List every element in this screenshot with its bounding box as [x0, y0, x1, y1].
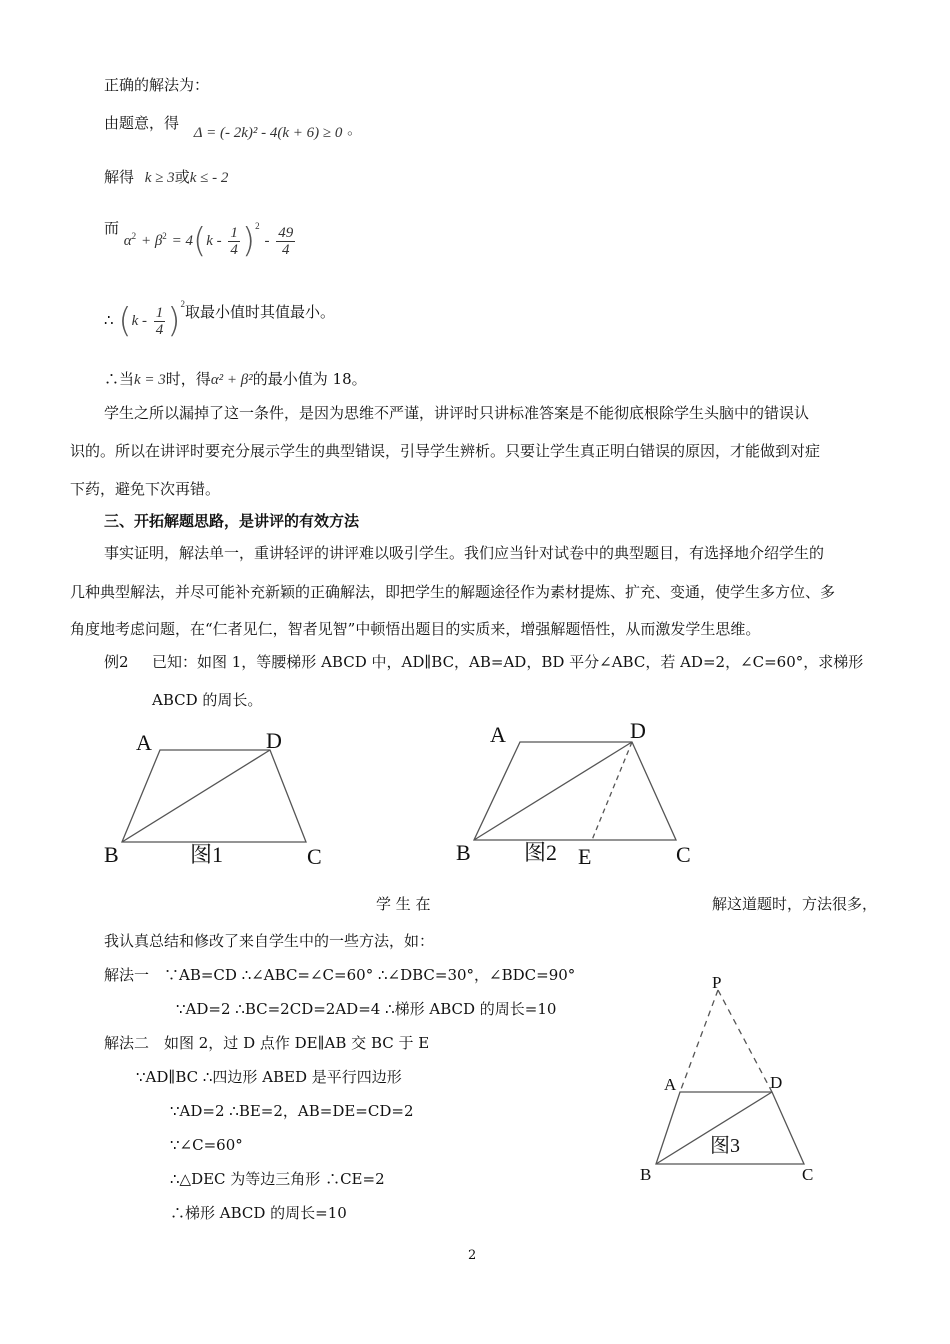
solution-intro: 正确的解法为：: [104, 76, 210, 94]
fig1-label-B: B: [104, 842, 119, 867]
condition-text: 由题意，得: [104, 114, 180, 132]
paragraph-1-line-2: 识的。所以在讲评时要充分展示学生的典型错误，引导学生辨析。只要让学生真正明白错误的原因，才能做到对症: [70, 442, 821, 460]
sum-text: 而: [104, 219, 120, 237]
solution-range-text: 解得: [104, 168, 135, 186]
alpha: α: [123, 233, 132, 249]
page-number: 2: [468, 1248, 477, 1263]
fig3-label-P: P: [712, 973, 722, 992]
therefore-symbol: ∴: [104, 311, 114, 329]
sum-squares: α² + β²: [210, 372, 253, 388]
minus: -: [264, 233, 270, 249]
get-text: 时，得: [165, 370, 211, 388]
solution-1-line-1: 解法一 ∵AB=CD ∴∠ABC=∠C=60° ∴∠DBC=30°，∠BDC=90°: [104, 966, 576, 984]
fig1-caption: 图1: [190, 842, 224, 867]
fig2-label-E: E: [578, 844, 592, 869]
example-label: 例2: [104, 653, 129, 671]
discriminant-inequality: Δ = (- 2k)² - 4(k + 6) ≥ 0: [193, 125, 343, 141]
paragraph-1-line-1: 学生之所以漏掉了这一条件，是因为思维不严谨，讲评时只讲标准答案是不能彻底根除学生头脑中的错误认: [104, 404, 810, 422]
figure-3: [636, 972, 826, 1192]
condition-line: [104, 112, 363, 141]
sum-of-squares-line: 而 $\alpha^2 + \beta^2 = 4(k$ - $\frac{1}{4}$ )$^2$ - $\frac{49}{4}$: [104, 219, 294, 261]
fig3-label-C: C: [802, 1165, 814, 1184]
beta: + β: [140, 233, 163, 249]
condition-end: 。: [347, 122, 363, 138]
equals-4: = 4: [171, 233, 193, 249]
fig2-caption: 图2: [524, 840, 558, 865]
fig1-label-A: A: [136, 730, 152, 755]
solution-2-line-6: ∴梯形 ABCD 的周长=10: [170, 1204, 347, 1222]
paragraph-2-line-1: 事实证明，解法单一，重讲轻评的讲评难以吸引学生。我们应当针对试卷中的典型题目，有选择地介绍学生的: [104, 544, 825, 562]
range-or: 或: [174, 168, 190, 186]
minimum-text: 取最小值时其值最小。: [185, 303, 336, 321]
solution-range-line: [104, 166, 228, 189]
section-heading: 三、开拓解题思路，是讲评的有效方法: [104, 512, 360, 530]
range-b: k ≤ - 2: [189, 170, 229, 186]
fig3-label-B: B: [640, 1165, 652, 1184]
example-line-1: 已知：如图 1，等腰梯形 ABCD 中，AD∥BC，AB=AD，BD 平分∠ABC，若 AD=2，∠C=60°，求梯形: [152, 653, 864, 671]
minimum-value-line: [104, 368, 367, 391]
solution-2-line-2: ∵AD∥BC ∴四边形 ABED 是平行四边形: [136, 1068, 402, 1086]
fig2-label-D: D: [630, 718, 646, 743]
paragraph-2-line-2: 几种典型解法，并尽可能补充新颖的正确解法，即把学生的解题途径作为素材提炼、扩充、变通，使学生多方位、多: [70, 583, 836, 601]
figure-2: [452, 716, 712, 876]
fig3-caption: 图3: [710, 1135, 740, 1157]
paragraph-1-line-3: 下药，避免下次再错。: [70, 480, 221, 498]
fig1-label-D: D: [266, 728, 282, 753]
solution-2-line-1: 解法二 如图 2，过 D 点作 DE∥AB 交 BC 于 E: [104, 1034, 430, 1052]
fig2-label-A: A: [490, 722, 506, 747]
fig2-label-C: C: [676, 842, 691, 867]
solution-2-line-5: ∴△DEC 为等边三角形 ∴CE=2: [170, 1170, 385, 1188]
fig2-label-B: B: [456, 840, 471, 865]
fig1-label-C: C: [307, 844, 322, 869]
when-text: ∴当: [104, 370, 135, 388]
range-a: k ≥ 3: [144, 170, 175, 186]
min-value-text: 的最小值为 18。: [252, 370, 367, 388]
figure-1: [100, 722, 340, 872]
k-minus: k -: [206, 233, 222, 249]
paragraph-3: 我认真总结和修改了来自学生中的一些方法，如：: [104, 932, 435, 950]
solution-2-line-3: ∵AD=2 ∴BE=2，AB=DE=CD=2: [170, 1102, 414, 1120]
paragraph-2-line-3: 角度地考虑问题，在“仁者见仁，智者见智”中顿悟出题目的实质来，增强解题悟性，从而激发学生思维。: [70, 620, 761, 638]
split-line-left: 学 生 在: [376, 895, 431, 913]
k-equals-3: k = 3: [134, 372, 166, 388]
example-line-2: ABCD 的周长。: [152, 691, 263, 709]
fig3-label-A: A: [664, 1075, 677, 1094]
minimum-condition-line: ∴ (k - $\frac{1}{4}$ )$^2$取最小值时其值最小。: [104, 299, 336, 341]
fraction-1-4: $\frac{1}{4}$: [230, 224, 238, 258]
solution-1-line-2: ∵AD=2 ∴BC=2CD=2AD=4 ∴梯形 ABCD 的周长=10: [176, 1000, 557, 1018]
k-minus-2: k -: [131, 313, 147, 329]
solution-2-line-4: ∵∠C=60°: [170, 1136, 243, 1154]
fig3-label-D: D: [770, 1073, 783, 1092]
split-line-right: 解这道题时，方法很多，: [712, 895, 878, 913]
fraction-1-4-b: $\frac{1}{4}$: [155, 304, 164, 338]
fraction-49-4: $\frac{49}{4}$: [278, 224, 294, 258]
